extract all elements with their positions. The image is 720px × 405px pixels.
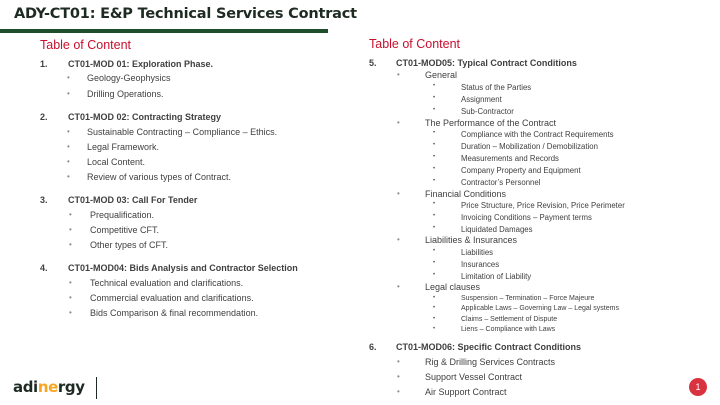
module-title: CT01-MOD 01: Exploration Phase.: [68, 59, 214, 69]
bullet-icon: •: [397, 387, 400, 396]
company-logo: adinergy: [13, 378, 85, 396]
list-item: Liabilities: [461, 248, 494, 257]
bullet-icon: •: [433, 225, 436, 231]
list-item: Price Structure, Price Revision, Price Perimeter: [461, 201, 625, 210]
list-item: Drilling Operations.: [87, 89, 164, 99]
bullet-icon: •: [433, 295, 436, 301]
bullet-icon: •: [397, 372, 400, 381]
section-label: Financial Conditions: [425, 189, 507, 199]
list-item: Insurances: [461, 260, 500, 269]
list-item: Company Property and Equipment: [461, 166, 581, 175]
module-number: 4.: [40, 263, 48, 273]
section-label: General: [425, 70, 458, 80]
section-label: Legal clauses: [425, 282, 481, 292]
module-title: CT01-MOD 02: Contracting Strategy: [68, 112, 222, 122]
list-item: Liens – Compliance with Laws: [461, 326, 556, 333]
bullet-icon: •: [69, 278, 72, 287]
module-title: CT01-MOD05: Typical Contract Conditions: [396, 58, 577, 68]
bullet-icon: •: [433, 316, 436, 322]
list-item: Air Support Contract: [425, 387, 507, 397]
toc-title: Table of Content: [40, 38, 132, 52]
bullet-icon: •: [433, 95, 436, 101]
page-number-badge: 1: [689, 378, 707, 396]
module-number: 6.: [369, 342, 377, 352]
bullet-icon: •: [433, 178, 436, 184]
bullet-icon: •: [69, 240, 72, 249]
list-item: Applicable Laws – Governing Law – Legal systems: [461, 305, 619, 312]
bullet-icon: •: [67, 73, 70, 82]
module-number: 1.: [40, 59, 48, 69]
bullet-icon: •: [397, 357, 400, 366]
list-item: Duration – Mobilization / Demobilization: [461, 142, 598, 151]
bullet-icon: •: [67, 127, 70, 136]
list-item: Invoicing Conditions – Payment terms: [461, 213, 592, 222]
bullet-icon: •: [433, 305, 436, 311]
module-number: 2.: [40, 112, 48, 122]
module-title: CT01-MOD04: Bids Analysis and Contractor Selection: [68, 263, 298, 273]
bullet-icon: •: [69, 308, 72, 317]
list-item: Liquidated Damages: [461, 225, 533, 234]
bullet-icon: •: [433, 260, 436, 266]
list-item: Compliance with the Contract Requirements: [461, 130, 614, 139]
bullet-icon: •: [433, 201, 436, 207]
list-item: Local Content.: [87, 157, 146, 167]
bullet-icon: •: [69, 225, 72, 234]
bullet-icon: •: [433, 130, 436, 136]
toc-title: Table of Content: [369, 37, 461, 51]
section-label: Liabilities & Insurances: [425, 235, 518, 245]
list-item: Claims – Settlement of Dispute: [461, 316, 558, 323]
bullet-icon: •: [67, 157, 70, 166]
bullet-icon: •: [397, 70, 400, 79]
list-item: Support Vessel Contract: [425, 372, 523, 382]
bullet-icon: •: [433, 213, 436, 219]
logo-divider: [96, 377, 97, 399]
bullet-icon: •: [397, 118, 400, 127]
bullet-icon: •: [397, 235, 400, 244]
bullet-icon: •: [67, 172, 70, 181]
list-item: Measurements and Records: [461, 154, 559, 163]
section-label: The Performance of the Contract: [425, 118, 557, 128]
list-item: Limitation of Liability: [461, 272, 532, 281]
list-item: Geology-Geophysics: [87, 73, 171, 83]
bullet-icon: •: [69, 293, 72, 302]
slide-header: [0, 0, 720, 34]
bullet-icon: •: [433, 272, 436, 278]
module-number: 5.: [369, 58, 377, 68]
bullet-icon: •: [67, 89, 70, 98]
list-item: Prequalification.: [90, 210, 155, 220]
bullet-icon: •: [433, 83, 436, 89]
list-item: Status of the Parties: [461, 83, 532, 92]
list-item: Review of various types of Contract.: [87, 172, 232, 182]
list-item: Rig & Drilling Services Contracts: [425, 357, 556, 367]
list-item: Legal Framework.: [87, 142, 160, 152]
bullet-icon: •: [397, 282, 400, 291]
bullet-icon: •: [397, 189, 400, 198]
list-item: Competitive CFT.: [90, 225, 160, 235]
bullet-icon: •: [433, 142, 436, 148]
bullet-icon: •: [433, 107, 436, 113]
list-item: Other types of CFT.: [90, 240, 169, 250]
slide-title: ADY-CT01: E&P Technical Services Contract: [14, 6, 357, 22]
module-title: CT01-MOD06: Specific Contract Conditions: [396, 342, 582, 352]
bullet-icon: •: [433, 166, 436, 172]
module-title: CT01-MOD 03: Call For Tender: [68, 195, 198, 205]
list-item: Contractor’s Personnel: [461, 178, 541, 187]
list-item: Suspension – Termination – Force Majeure: [461, 295, 595, 302]
bullet-icon: •: [433, 154, 436, 160]
list-item: Commercial evaluation and clarifications.: [90, 293, 254, 303]
list-item: Sub-Contractor: [461, 107, 514, 116]
header-underline: [0, 29, 328, 33]
bullet-icon: •: [433, 326, 436, 332]
bullet-icon: •: [67, 142, 70, 151]
bullet-icon: •: [433, 248, 436, 254]
list-item: Assignment: [461, 95, 502, 104]
list-item: Sustainable Contracting – Compliance – Ethics.: [87, 127, 278, 137]
bullet-icon: •: [69, 210, 72, 219]
list-item: Bids Comparison & final recommendation.: [90, 308, 259, 318]
list-item: Technical evaluation and clarifications.: [90, 278, 244, 288]
module-number: 3.: [40, 195, 48, 205]
